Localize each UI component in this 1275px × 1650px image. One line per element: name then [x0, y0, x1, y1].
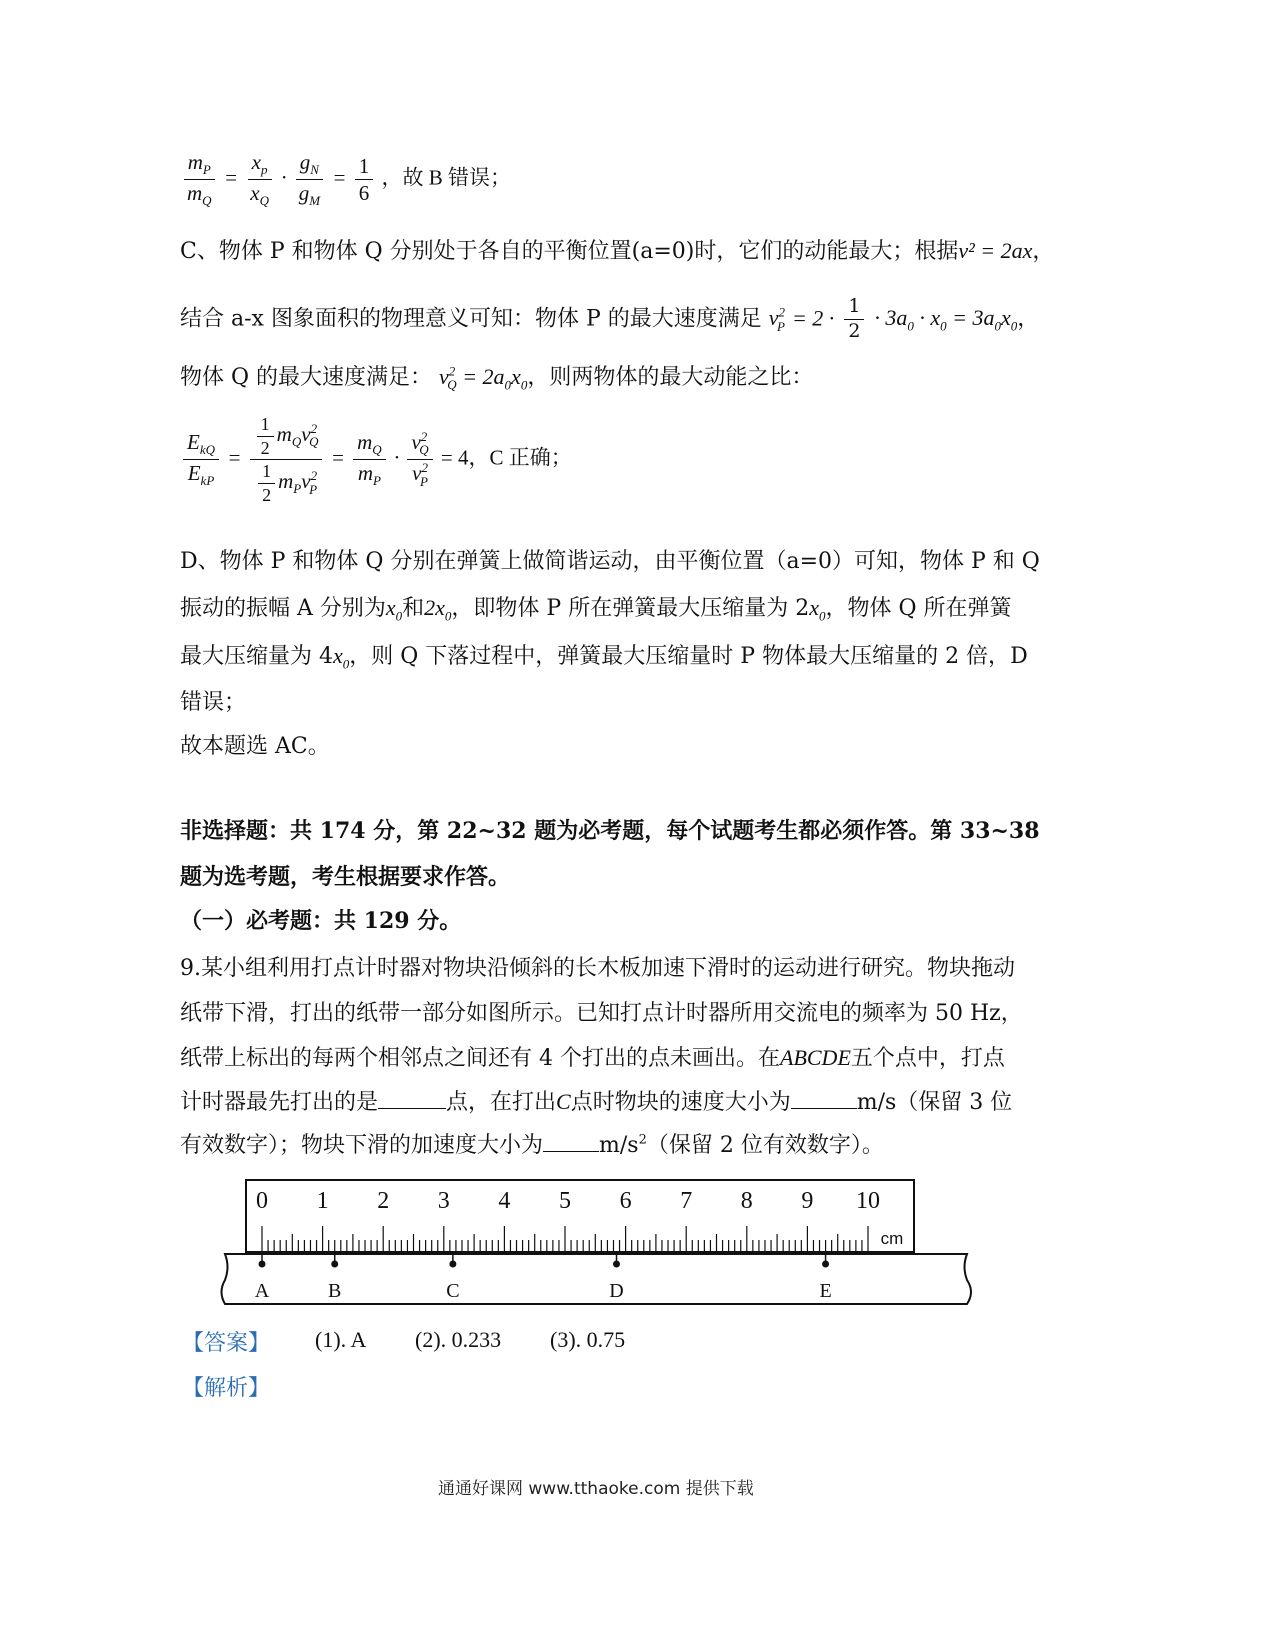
ruler-number-6: 6	[619, 1188, 632, 1214]
tape-point-label-c: C	[446, 1280, 460, 1302]
ruler-number-4: 4	[498, 1188, 511, 1214]
answer-blank-1[interactable]	[378, 1088, 446, 1109]
ruler-unit-label: cm	[880, 1229, 904, 1248]
para-c-line3: 物体 Q 的最大速度满足： $v^2_Q = 2a_0x_0$，则两物体的最大动能之比：	[180, 363, 814, 393]
ruler-number-7: 7	[680, 1188, 693, 1214]
answer-3: (3). 0.75	[550, 1327, 626, 1352]
para-d-line4: 错误；	[180, 690, 247, 715]
analysis-tag: 【解析】	[182, 1376, 271, 1401]
fraction-mass-ratio: $\frac{m_P}{m_Q}$	[183, 150, 216, 209]
ruler-number-8: 8	[740, 1188, 753, 1214]
page-footer: 通通好课网 www.tthaoke.com 提供下载	[438, 1479, 754, 1499]
ruler-tape-figure	[210, 1172, 980, 1312]
tape-point-label-d: D	[609, 1280, 624, 1302]
tape-dot-b	[331, 1261, 338, 1268]
ruler-number-5: 5	[559, 1188, 571, 1214]
tape-dot-e	[822, 1261, 829, 1268]
ruler-number-0: 0	[256, 1188, 268, 1214]
tape-dot-a	[259, 1261, 266, 1268]
ruler-number-2: 2	[377, 1188, 390, 1214]
para-d-line1: D、物体 P 和物体 Q 分别在弹簧上做简谐运动，由平衡位置（a=0）可知，物体 P 和 Q	[180, 549, 1040, 574]
section-subheading: （一）必考题：共 129 分。	[180, 908, 462, 934]
para-d-line2: 振动的振幅 A 分别为$x_0$和$2x_0$，即物体 P 所在弹簧最大压缩量为 $2x_0$，物体 Q 所在弹簧	[180, 595, 1012, 624]
answer-blank-3[interactable]	[543, 1131, 599, 1152]
fraction-displacement-ratio: $\frac{x_p}{x_Q}$	[246, 150, 273, 209]
para-c-line1: C、物体 P 和物体 Q 分别处于各自的平衡位置(a=0)时，它们的动能最大；根据v² = 2ax，	[180, 238, 1055, 264]
tape-dot-d	[613, 1261, 620, 1268]
question-line2: 纸带下滑，打出的纸带一部分如图所示。已知打点计时器所用交流电的频率为 50 Hz，	[180, 1001, 1023, 1026]
ruler-number-9: 9	[801, 1188, 814, 1214]
tape-point-label-b: B	[328, 1280, 342, 1302]
answer-blank-2[interactable]	[791, 1088, 857, 1109]
section-heading-line1: 非选择题：共 174 分，第 22~32 题为必考题，每个试题考生都必须作答。第 33~38	[180, 818, 1040, 844]
question-line1: 9.某小组利用打点计时器对物块沿倾斜的长木板加速下滑时的运动进行研究。物块拖动	[180, 956, 1015, 981]
answer-2: (2). 0.233	[415, 1327, 502, 1352]
para-d-line5: 故本题选 AC。	[180, 734, 330, 759]
answer-1: (1). A	[315, 1327, 367, 1352]
equation-kinetic-ratio: $\frac{E_{kQ}}{E_{kP}}$ = $\frac{1}{2}$ $m_Qv^2_Q$ $\frac{1}{2}$ $m_Pv^2_P$ = $\frac{m_Q}{m_P}$ · $\frac{v^2_Q}{v^2_P}$ = 4，C 正确；	[180, 414, 572, 506]
tape-point-label-a: A	[254, 1280, 270, 1302]
fraction-gravity-ratio: $\frac{g_N}{g_M}$	[295, 150, 324, 209]
tape-point-label-e: E	[819, 1280, 832, 1302]
ruler-number-1: 1	[316, 1188, 329, 1214]
question-line3: 纸带上标出的每两个相邻点之间还有 4 个打出的点未画出。在ABCDE五个点中，打点	[180, 1045, 1005, 1071]
question-line4: 计时器最先打出的是 点，在打出C点时物块的速度大小为 m/s（保留 3 位	[180, 1089, 1013, 1115]
tape-dot-c	[449, 1261, 456, 1268]
fraction-result: $\frac{1}{6}$	[355, 154, 374, 205]
para-d-line3: 最大压缩量为 $4x_0$，则 Q 下落过程中，弹簧最大压缩量时 P 物体最大压缩量的 2 倍，D	[180, 643, 1028, 672]
ruler-number-10: 10	[856, 1188, 880, 1214]
para-c-line2: 结合 a-x 图象面积的物理意义可知：物体 P 的最大速度满足 $v^2_P = 2$ · $\frac{1}{2}$ · $3a_0 \cdot x_0 = 3a_0x_0$，	[180, 295, 1040, 342]
equation-b: $\frac{m_P}{m_Q}$ = $\frac{x_p}{x_Q}$ · $\frac{g_N}{g_M}$ = $\frac{1}{6}$ ，故 B 错误；	[180, 150, 511, 209]
answer-tag: 【答案】	[182, 1331, 271, 1356]
ruler-number-3: 3	[437, 1188, 450, 1214]
section-heading-line2: 题为选考题，考生根据要求作答。	[180, 864, 511, 890]
question-line5: 有效数字）；物块下滑的加速度大小为 $m/s^2$（保留 2 位有效数字）。	[180, 1132, 884, 1158]
